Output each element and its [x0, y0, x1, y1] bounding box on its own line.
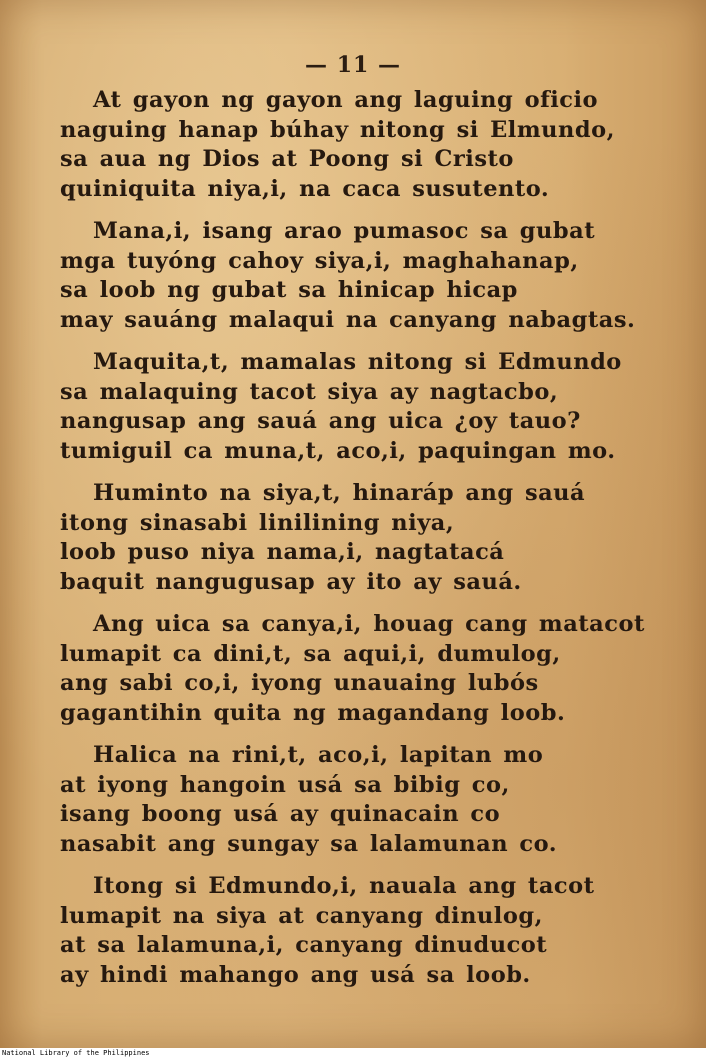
poem-line: sa loob ng gubat sa hinicap hicap	[60, 277, 518, 303]
poem-line: Huminto na siya,t, hinaráp ang sauá	[93, 480, 586, 506]
poem-line: Maquita,t, mamalas nitong si Edmundo	[93, 349, 622, 375]
poem-line: Ang uica sa canya,i, houag cang matacot	[93, 611, 645, 637]
poem-line: ang sabi co,i, iyong unauaing lubós	[60, 670, 539, 696]
poem-line: at iyong hangoin usá sa bibig co,	[60, 771, 510, 798]
library-credit: National Library of the Philippines	[2, 1049, 150, 1057]
poem-line: lumapit ca dini,t, sa aqui,i, dumulog,	[60, 640, 561, 667]
poem-line: sa aua ng Dios at Poong si Cristo	[60, 146, 514, 172]
stanza-6	[60, 741, 660, 859]
poem-line: tumiguil ca muna,t, aco,i, paquingan mo.	[60, 437, 616, 464]
poem-line: at sa lalamuna,i, canyang dinuducot	[60, 932, 548, 958]
poem-text	[60, 86, 660, 1003]
poem-line: isang boong usá ay quinacain co	[60, 801, 501, 827]
poem-line: quiniquita niya,i, na caca susutento.	[60, 175, 550, 202]
poem-line: loob puso niya nama,i, nagtatacá	[60, 539, 505, 565]
stanza-4	[60, 479, 660, 597]
poem-line: ay hindi mahango ang usá sa loob.	[60, 961, 531, 988]
stanza-5	[60, 610, 660, 728]
poem-line: Itong si Edmundo,i, nauala ang tacot	[93, 873, 595, 899]
poem-line: itong sinasabi linilining niya,	[60, 509, 455, 536]
poem-line: Halica na rini,t, aco,i, lapitan mo	[93, 742, 544, 768]
stanza-2	[60, 217, 660, 335]
stanza-7	[60, 872, 660, 990]
poem-line: nasabit ang sungay sa lalamunan co.	[60, 830, 558, 857]
footer-bar	[0, 1048, 706, 1058]
poem-line: naguing hanap búhay nitong si Elmundo,	[60, 116, 615, 143]
poem-line: mga tuyóng cahoy siya,i, maghahanap,	[60, 247, 579, 274]
stanza-3	[60, 348, 660, 466]
poem-line: Mana,i, isang arao pumasoc sa gubat	[93, 218, 596, 244]
poem-line: lumapit na siya at canyang dinulog,	[60, 902, 543, 929]
poem-line: nangusap ang sauá ang uica ¿oy tauo?	[60, 408, 581, 434]
poem-line: may sauáng malaqui na canyang nabagtas.	[60, 306, 636, 333]
poem-line: baquit nangugusap ay ito ay sauá.	[60, 568, 522, 595]
page-number: — 11 —	[305, 52, 401, 78]
poem-line: sa malaquing tacot siya ay nagtacbo,	[60, 378, 559, 405]
poem-line: At gayon ng gayon ang laguing oficio	[93, 87, 599, 113]
poem-line: gagantihin quita ng magandang loob.	[60, 699, 566, 726]
stanza-1	[60, 86, 660, 204]
